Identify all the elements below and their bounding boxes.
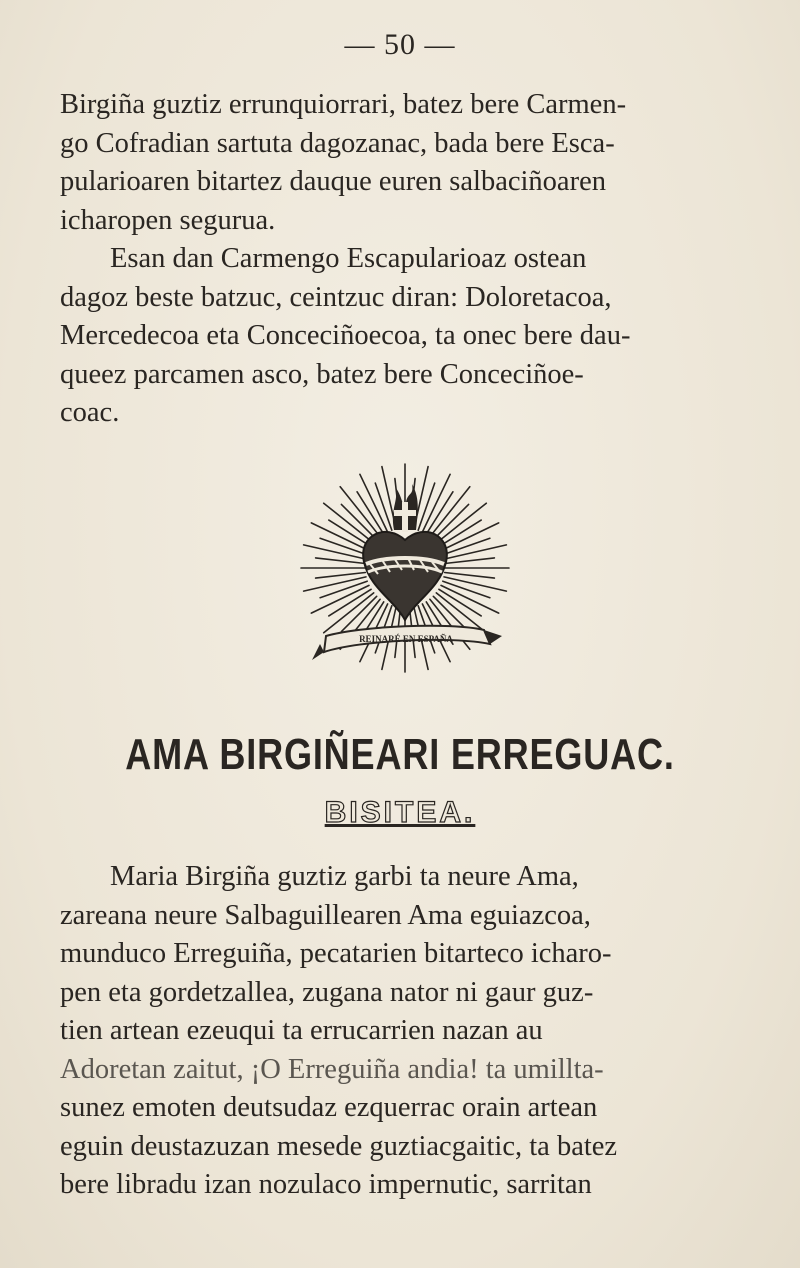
text-line: bere libradu izan nozulaco impernutic, sarritan [60, 1169, 592, 1200]
page-number: — 50 — [344, 28, 456, 61]
text-line: Birgiña guztiz errunquiorrari, batez bere Carmen- [60, 89, 627, 120]
ray-line [445, 573, 495, 579]
text-line: go Cofradian sartuta dagozanac, bada bere Esca- [60, 127, 615, 159]
text-line: Maria Birgiña guztiz garbi ta neure Ama, [110, 861, 579, 892]
text-line: pularioaren bitartez dauque euren salbaciñoaren [60, 166, 606, 197]
text-line: zareana neure Salbaguillearen Ama eguiazcoa, [60, 899, 591, 931]
ray-line [444, 545, 506, 559]
ray-line [340, 487, 380, 537]
ray-line [444, 577, 506, 591]
ray-line [304, 577, 366, 591]
text-line: munduco Erreguiña, pecatarien bitarteco icharo- [60, 938, 612, 969]
paragraph-prayer [60, 858, 765, 1205]
section-heading: AMA BIRGIÑEARI ERREGUAC. [125, 730, 675, 779]
section-subheading: BISITEA. [324, 796, 476, 829]
ray-line [316, 573, 366, 579]
paragraph-other-scapulars [60, 240, 765, 433]
text-line: tien artean ezeuqui ta errucarrien nazan au [60, 1015, 543, 1046]
ray-line [436, 503, 486, 543]
sacred-heart-emblem-icon [290, 440, 520, 710]
text-line: sunez emoten deutsudaz ezquerrac orain artean [60, 1092, 598, 1123]
ray-line [324, 593, 374, 633]
paragraph-scapular-intro [60, 86, 765, 240]
text-line: pen eta gordetzallea, zugana nator ni gaur guz- [60, 976, 594, 1008]
ray-line [324, 503, 374, 543]
text-line: eguin deustazuzan mesede guztiacgaitic, ta batez [60, 1130, 618, 1162]
ribbon-text: REINARÉ EN ESPAÑA [359, 634, 453, 644]
text-line: queez parcamen asco, batez bere Conceciñoe- [60, 358, 584, 390]
ray-line [445, 558, 495, 564]
text-line: coac. [60, 397, 120, 428]
text-line: dagoz beste batzuc, ceintzuc diran: Doloretacoa, [60, 281, 612, 313]
text-line: icharopen segurua. [60, 204, 276, 236]
text-line: Esan dan Carmengo Escapularioaz ostean [110, 243, 587, 274]
text-line: Adoretan zaitut, ¡O Erreguiña andia! ta umillta- [60, 1053, 604, 1085]
heart-icon [363, 532, 447, 620]
ray-line [430, 487, 470, 537]
ray-line [304, 545, 366, 559]
ray-line [316, 558, 366, 564]
text-line: Mercedecoa eta Conceciñoecoa, ta onec bere dau- [60, 320, 631, 351]
